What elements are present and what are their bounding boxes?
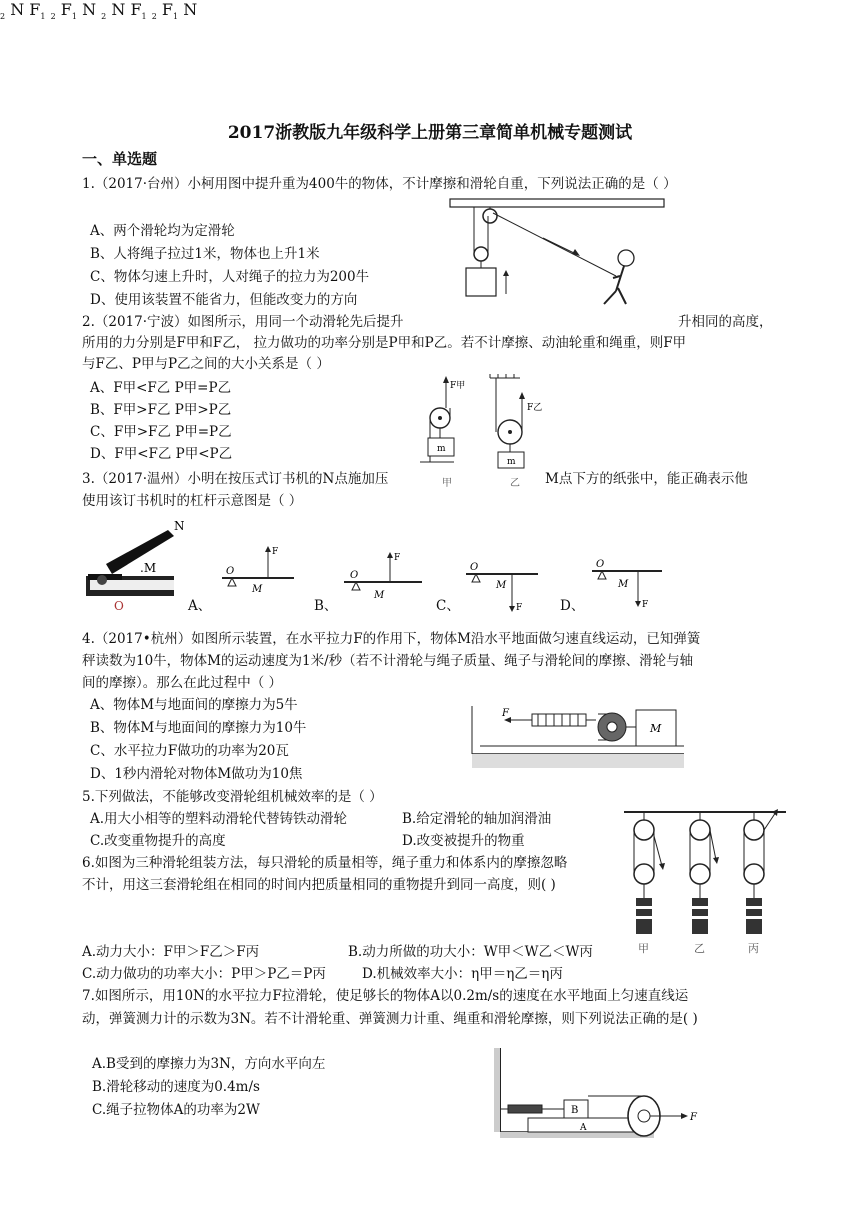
stapler-m-label: .M: [140, 561, 157, 575]
f-yi-label: F乙: [527, 403, 543, 413]
q5-option-b: B.给定滑轮的轴加润滑油: [402, 811, 552, 827]
section-heading: 一、单选题: [82, 150, 158, 168]
q3-lever-a: [218, 540, 318, 610]
q6-option-a: A.动力大小：F甲＞F乙＞F丙: [82, 944, 260, 960]
question-2-stem-cont: 升相同的高度，: [678, 314, 773, 330]
question-1-stem: 1.（2017·台州）小柯用图中提升重为400牛的物体，不计摩擦和滑轮自重，下列说法正确的是（ ）: [82, 176, 677, 192]
q7-b-label: B: [571, 1105, 579, 1116]
q6-label-jia: 甲: [638, 942, 649, 955]
q1-option-a: A、两个滑轮均为定滑轮: [90, 223, 235, 239]
q7-option-b: B.滑轮移动的速度为0.4m/s: [92, 1079, 260, 1095]
q7-pulley-figure: [494, 1048, 706, 1138]
q2-option-a: A、F甲<F乙 P甲=P乙: [90, 380, 232, 396]
question-4-line3: 间的摩擦）。那么在此过程中（ ）: [82, 675, 283, 691]
question-4-line1: 4.（2017•杭州）如图所示装置，在水平拉力F的作用下，物体M沿水平地面做匀速直线运动，已知弹簧: [82, 631, 701, 647]
question-5-stem: 5.下列做法，不能够改变滑轮组机械效率的是（ ）: [82, 789, 383, 805]
q5-option-c: C.改变重物提升的高度: [90, 833, 226, 849]
q1-option-d: D、使用该装置不能省力，但能改变力的方向: [90, 292, 358, 308]
question-2-stem: 2.（2017·宁波）如图所示，用同一个动滑轮先后提升: [82, 314, 404, 330]
question-6-line1: 6.如图为三种滑轮组装方法，每只滑轮的质量相等，绳子重力和体系内的摩擦忽略: [82, 855, 568, 871]
q3-stapler-figure: [78, 518, 190, 614]
svg-text:O: O: [226, 566, 235, 577]
q7-a-label: A: [580, 1123, 587, 1133]
question-3-line2: 使用该订书机时的杠杆示意图是（ ）: [82, 493, 303, 509]
q6-label-yi: 乙: [694, 942, 705, 955]
stapler-n-label: N: [174, 519, 185, 533]
q7-option-a: A.B受到的摩擦力为3N，方向水平向左: [92, 1056, 326, 1072]
q5-option-d: D.改变被提升的物重: [402, 833, 525, 849]
q1-option-b: B、人将绳子拉过1米，物体也上升1米: [90, 246, 320, 262]
q1-pulley-figure: [448, 196, 666, 306]
q3-lever-c: [462, 548, 562, 618]
question-3-stem-cont: M点下方的纸张中，能正确表示他: [545, 471, 748, 487]
q7-f-label: F: [690, 1112, 697, 1123]
q6-option-c: C.动力做功的功率大小：P甲＞P乙＝P丙: [82, 966, 326, 982]
svg-text:O: O: [350, 570, 359, 581]
question-3-stem: 3.（2017·温州）小明在按压式订书机的N点施加压: [82, 471, 389, 487]
question-2-line3: 与F乙、P甲与P乙之间的大小关系是（ ）: [82, 356, 330, 372]
q6-option-b: B.动力所做的功大小：W甲＜W乙＜W丙: [348, 944, 593, 960]
svg-text:M: M: [496, 580, 507, 591]
q5-option-a: A.用大小相等的塑料动滑轮代替铸铁动滑轮: [90, 811, 348, 827]
svg-text:F: F: [516, 603, 523, 613]
q3-lever-d: [588, 545, 688, 615]
q3-lever-b: [340, 546, 440, 616]
svg-text:F: F: [394, 553, 401, 563]
q4-option-a: A、物体M与地面间的摩擦力为5牛: [90, 697, 298, 713]
svg-text:M: M: [618, 579, 629, 590]
q4-spring-pulley-figure: [466, 700, 688, 772]
svg-text:O: O: [596, 559, 605, 570]
q2-option-c: C、F甲>F乙 P甲=P乙: [90, 424, 232, 440]
label-jia: 甲: [442, 478, 452, 489]
q6-option-d: D.机械效率大小：η甲＝η乙＝η丙: [362, 966, 563, 982]
svg-text:F: F: [642, 600, 649, 610]
question-6-line2: 不计，用这三套滑轮组在相同的时间内把质量相同的重物提升到同一高度，则( ): [82, 877, 556, 893]
question-7-line2: 动，弹簧测力计的示数为3N。若不计滑轮重、弹簧测力计重、绳重和滑轮摩擦，则下列说法正确的是( ): [82, 1011, 698, 1027]
q3-option-b-label: B、: [314, 598, 338, 614]
question-7-line1: 7.如图所示，用10N的水平拉力F拉滑轮，使足够长的物体A以0.2m/s的速度在水平地面上匀速直线运: [82, 988, 689, 1004]
q3-option-d-label: D、: [560, 598, 585, 614]
svg-text:F: F: [272, 547, 279, 557]
q4-f-label: F: [502, 708, 509, 719]
mass-label-yi: m: [507, 457, 516, 467]
stapler-o-label: O: [114, 599, 124, 613]
q3-option-c-label: C、: [436, 598, 460, 614]
q6-pulley-sets-figure: [620, 806, 790, 956]
q3-option-a-label: A、: [188, 598, 212, 614]
question-4-line2: 秤读数为10牛，物体M的运动速度为1米/秒（若不计滑轮与绳子质量、绳子与滑轮间的摩擦、滑轮与轴: [82, 653, 694, 669]
q6-label-bing: 丙: [748, 942, 759, 955]
svg-text:O: O: [470, 562, 479, 573]
q2-option-b: B、F甲>F乙 P甲>P乙: [90, 402, 232, 418]
q4-option-d: D、1秒内滑轮对物体M做功为10焦: [90, 766, 303, 782]
svg-text:M: M: [374, 590, 385, 601]
q2-pulley-figure: [420, 374, 560, 490]
q1-option-c: C、物体匀速上升时，人对绳子的拉力为200牛: [90, 269, 370, 285]
mass-label-jia: m: [437, 444, 446, 454]
page-title: 2017浙教版九年级科学上册第三章简单机械专题测试: [227, 123, 633, 143]
svg-text:M: M: [252, 584, 263, 595]
q2-option-d: D、F甲<F乙 P甲<P乙: [90, 446, 233, 462]
question-2-line2: 所用的力分别是F甲和F乙， 拉力做功的功率分别是P甲和P乙。若不计摩擦、动油轮重和绳重，则F甲: [82, 335, 687, 351]
f-jia-label: F甲: [450, 381, 466, 391]
label-yi: 乙: [510, 478, 520, 489]
q4-option-b: B、物体M与地面间的摩擦力为10牛: [90, 720, 307, 736]
q7-option-c: C.绳子拉物体A的功率为2W: [92, 1102, 260, 1118]
q4-option-c: C、水平拉力F做功的功率为20瓦: [90, 743, 289, 759]
q4-m-label: M: [650, 722, 662, 735]
